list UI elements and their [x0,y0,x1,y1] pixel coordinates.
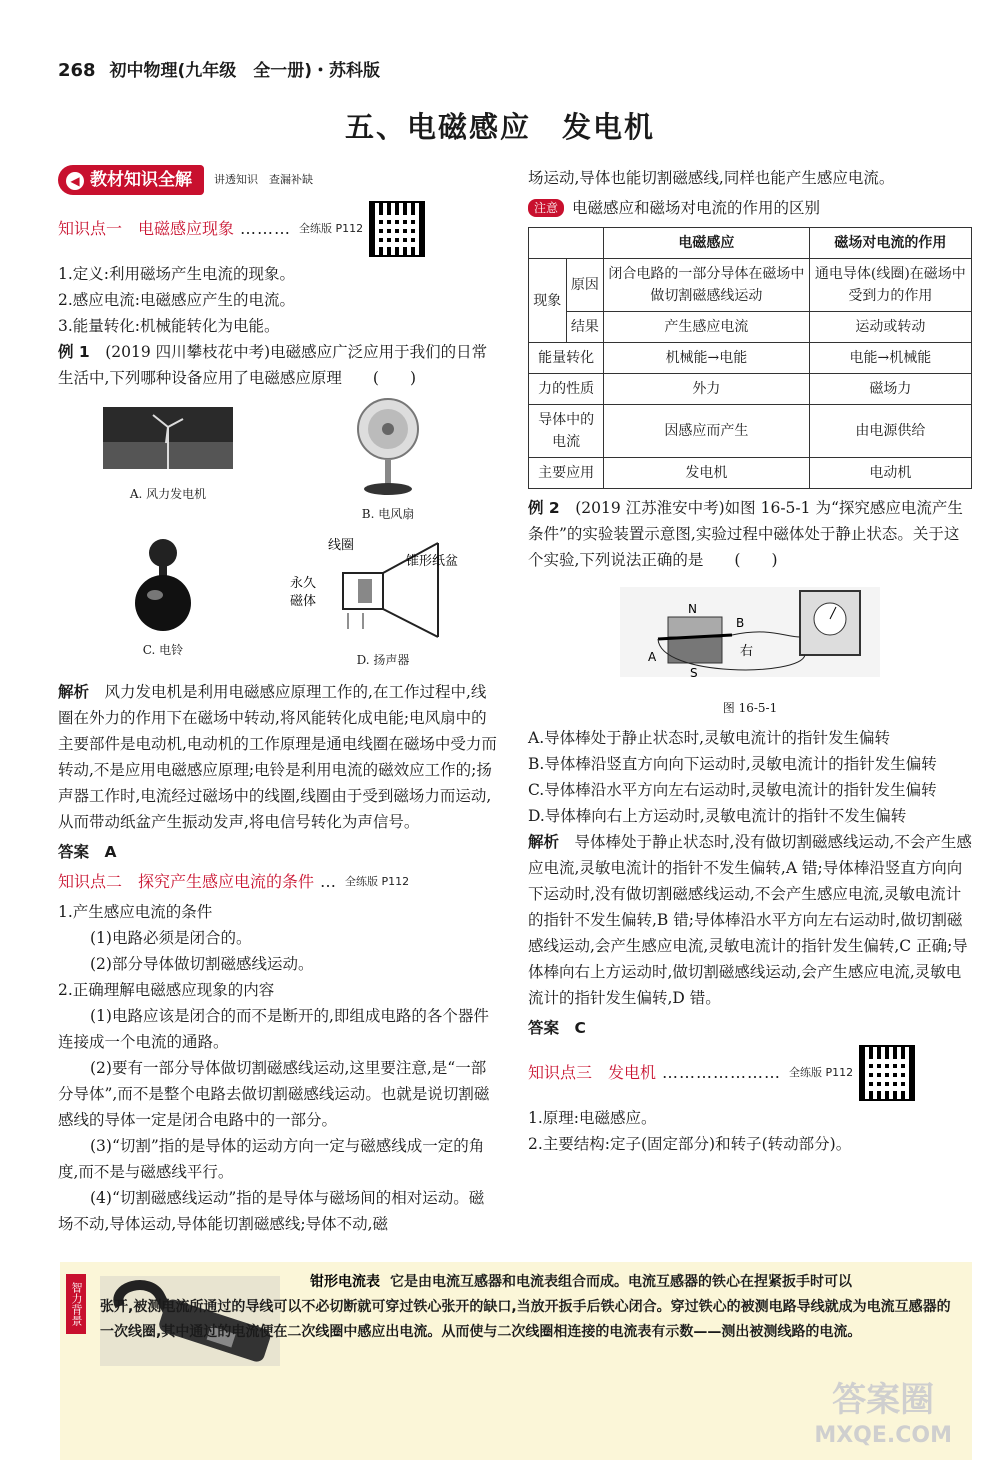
left-column [58,165,498,1237]
comparison-table [528,227,972,489]
electric-fan-photo [343,397,433,497]
table-cell: 电动机 [809,458,971,489]
example-2-figure [528,577,972,721]
fig-label-s: S [690,666,698,680]
fig-label-n: N [688,602,697,616]
table-cell: 导体中的电流 [529,405,604,458]
table-cell: 机械能→电能 [604,343,810,374]
table-cell: 现象 [529,259,567,343]
qr-code-icon[interactable] [859,1045,915,1101]
option-a-figure [78,397,258,527]
watermark: 答案圈 MXQE.COM [814,1380,952,1448]
cone-label: 锥形纸盆 [406,554,459,569]
qr-code-icon[interactable] [369,201,425,257]
table-cell: 由电源供给 [809,405,971,458]
option-b-figure [298,397,478,527]
table-cell: 发电机 [604,458,810,489]
kp1-item: 1.定义:利用磁场产生电流的现象。 [58,265,296,283]
figure-caption: 图 16-5-1 [722,701,778,715]
table-cell: 主要应用 [529,458,604,489]
book-title: 初中物理(九年级 全一册)・苏科版 [109,61,381,81]
knowledge-point-3-heading: 知识点三 发电机 ………………… 全练版 P112 [528,1045,972,1101]
kp2-condition: (2)部分导体做切割磁感线运动。 [90,955,314,973]
example-1-answer: 答案 A [58,843,117,861]
kp2-paragraph: (3)“切割”指的是导体的运动方向一定与磁感线成一定的角度,而不是与磁感线平行。 [58,1137,485,1181]
example-2-option: D.导体棒向右上方运动时,灵敏电流计的指针不发生偏转 [528,807,907,825]
table-cell: 结果 [566,312,604,343]
example-2-analysis: 解析 导体棒处于静止状态时,没有做切割磁感线运动,不会产生感应电流,灵敏电流计的指针不发生偏转,A 错;导体棒沿竖直方向向下运动时,没有做切割磁感线运动,不会产生感应电流,灵敏电流计的指针不发生偏转,B 错;导体棒沿水平方向左右运动时,做切割磁感线运动,会产生感应电流,灵敏电流计的指针发生偏转,C 正确;导体棒向右上方运动时,做切割磁感线运动,会产生感应电流,灵敏电流计的指针发生偏转,D 错。 [528,833,972,1007]
page-title: 五、电磁感应 发电机 [344,110,655,144]
tip-side-label: 智力背景 [66,1274,86,1334]
example-1-analysis: 解析 风力发电机是利用电磁感应原理工作的,在工作过程中,线圈在外力的作用下在磁场中转动,将风能转化成电能;电风扇中的主要部件是电动机,电动机的工作原理是通电线圈在磁场中受力而转动,不是应用电磁感应原理;电铃是利用电流的磁效应工作的;扬声器工作时,电流经过磁场中的线圈,线圈由于受到磁场力而运动,从而带动纸盆产生振动发声,将电信号转化为声信号。 [58,683,497,831]
kp3-item: 1.原理:电磁感应。 [528,1109,657,1127]
option-d-label: D. 扬声器 [356,653,410,667]
banner-tagline: 讲透知识 查漏补缺 [214,173,313,186]
tip-text [100,1270,960,1345]
note-heading [528,195,972,221]
table-cell: 因感应而产生 [604,405,810,458]
example-2-option: B.导体棒沿竖直方向向下运动时,灵敏电流计的指针发生偏转 [528,755,937,773]
continued-text: 场运动,导体也能切割磁感线,同样也能产生感应电流。 [528,169,895,187]
example-1-figures [58,397,498,527]
speaker-icon: ◀ [66,172,84,190]
fig-label-right: 右 [740,644,754,659]
section-banner [58,165,498,195]
banner-pill: ◀ 教材知识全解 [58,165,204,195]
table-cell: 电能→机械能 [809,343,971,374]
table-cell: 原因 [566,259,604,312]
background-tip-box [60,1262,972,1460]
kp2-heading-2: 2.正确理解电磁感应现象的内容 [58,981,275,999]
page-header [58,56,380,81]
table-header: 磁场对电流的作用 [809,228,971,259]
wind-turbine-photo [103,397,233,477]
table-cell: 产生感应电流 [604,312,810,343]
coil-label: 线圈 [328,538,355,553]
kp2-paragraph: (4)“切割磁感线运动”指的是导体与磁场间的相对运动。磁场不动,导体运动,导体能切割磁感线;导体不动,磁 [58,1189,485,1233]
tip-title: 钳形电流表 [310,1274,380,1290]
option-c-figure [73,533,253,673]
table-cell: 通电导体(线圈)在磁场中受到力的作用 [809,259,971,312]
option-b-label: B. 电风扇 [361,507,415,521]
kp2-heading-1: 1.产生感应电流的条件 [58,903,213,921]
option-a-label: A. 风力发电机 [129,487,207,501]
example-2: 例 2 (2019 江苏淮安中考)如图 16-5-1 为“探究感应电流产生条件”的实验装置示意图,实验过程中磁体处于静止状态。关于这个实验,下列说法正确的是 ( ) [528,499,963,569]
electric-bell-photo [123,533,203,633]
table-cell: 能量转化 [529,343,604,374]
fig-label-a: A [648,650,657,664]
example-2-option: A.导体棒处于静止状态时,灵敏电流计的指针发生偏转 [528,729,891,747]
tip-text-2: 张开,被测电流所通过的导线可以不必切断就可穿过铁心张开的缺口,当放开扳手后铁心闭合。穿过铁心的被测电路导线就成为电流互感器的一次线圈,其中通过的电流便在二次线圈中感应出电流。从而使与二次线圈相连接的电流表有示数——测出被测线路的电流。 [100,1299,951,1340]
kp2-paragraph: (2)要有一部分导体做切割磁感线运动,这里要注意,是“一部分导体”,而不是整个电路去做切割磁感线运动。也就是说切割磁感线的导体一定是闭合电路中的一部分。 [58,1059,490,1129]
note-tag: 注意 [528,199,564,217]
table-cell: 外力 [604,374,810,405]
table-cell: 闭合电路的一部分导体在磁场中做切割磁感线运动 [604,259,810,312]
magnet-label-1: 永久 [290,576,317,591]
table-cell: 力的性质 [529,374,604,405]
kp2-condition: (1)电路必须是闭合的。 [90,929,252,947]
table-header: 电磁感应 [604,228,810,259]
induction-apparatus-diagram [600,577,900,687]
option-d-figure [283,533,483,673]
magnet-label-2: 磁体 [290,594,317,609]
knowledge-point-2-heading: 知识点二 探究产生感应电流的条件 … 全练版 P112 [58,872,410,891]
table-cell: 运动或转动 [809,312,971,343]
example-2-option: C.导体棒沿水平方向左右运动时,灵敏电流计的指针发生偏转 [528,781,937,799]
right-column [528,165,972,1157]
knowledge-point-1-heading: 知识点一 电磁感应现象 ……… 全练版 P112 [58,201,498,257]
example-2-answer: 答案 C [528,1019,586,1037]
kp3-item: 2.主要结构:定子(固定部分)和转子(转动部分)。 [528,1135,852,1153]
example-1: 例 1 (2019 四川攀枝花中考)电磁感应广泛应用于我们的日常生活中,下列哪种设备应用了电磁感应原理 ( ) [58,343,488,387]
kp1-item: 3.能量转化:机械能转化为电能。 [58,317,280,335]
note-text: 电磁感应和磁场对电流的作用的区别 [572,199,821,217]
option-c-label: C. 电铃 [142,643,184,657]
loudspeaker-diagram [288,533,478,643]
kp2-paragraph: (1)电路应该是闭合的而不是断开的,即组成电路的各个器件连接成一个电流的通路。 [58,1007,489,1051]
kp1-item: 2.感应电流:电磁感应产生的电流。 [58,291,296,309]
table-cell: 磁场力 [809,374,971,405]
page-number: 268 [58,60,96,81]
example-1-figures-2 [58,533,498,673]
tip-text-1: 它是由电流互感器和电流表组合而成。电流互感器的铁心在捏紧扳手时可以 [390,1274,852,1290]
fig-label-b: B [736,616,745,630]
